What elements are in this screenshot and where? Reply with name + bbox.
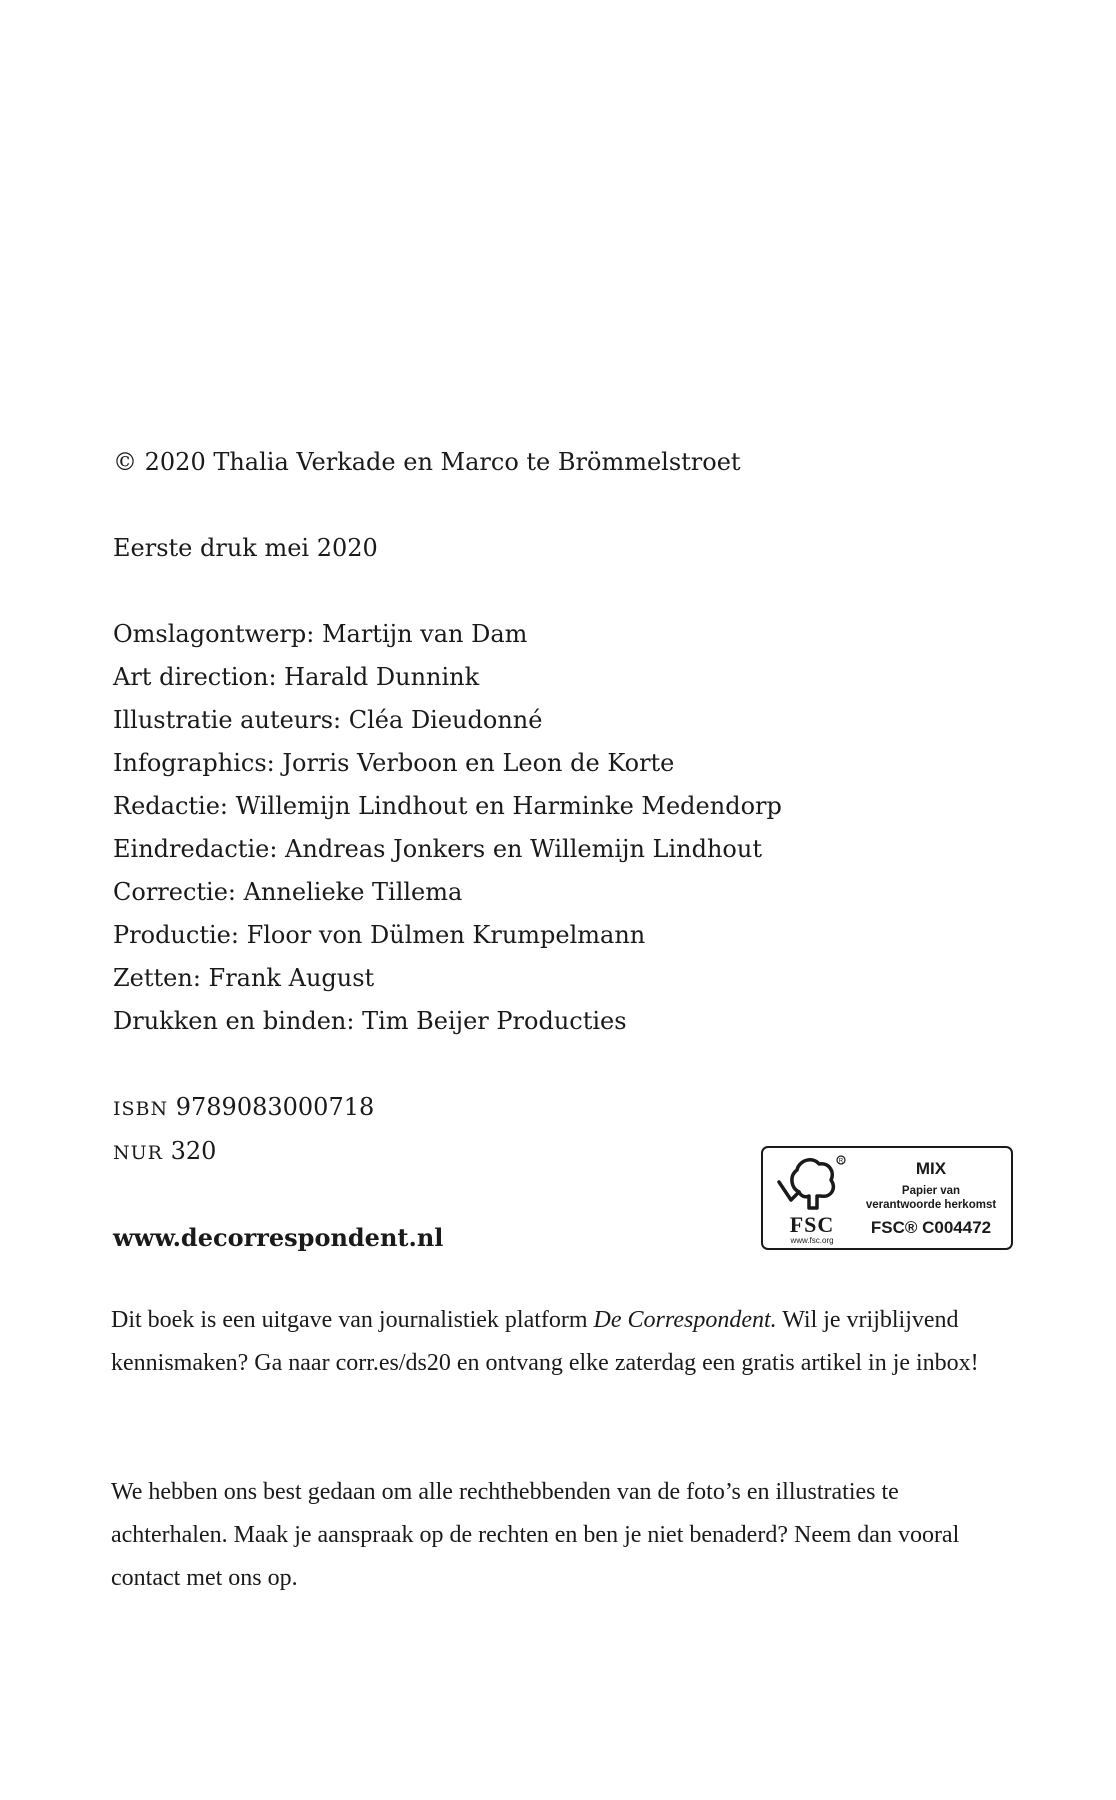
- fsc-tree-checkmark-icon: [771, 1152, 853, 1214]
- publisher-paragraph-after: Wil je vrijblijvend kennismaken? Ga naar corr.es/ds20 en ontvang elke zaterdag een gratis artikel in je inbox!: [111, 1307, 979, 1376]
- isbn-label: ISBN: [113, 1098, 169, 1120]
- svg-text:R: R: [838, 1158, 844, 1165]
- isbn-line: [113, 1092, 374, 1124]
- credit-editing: Redactie: Willemijn Lindhout en Harminke Medendorp: [113, 792, 782, 820]
- credit-final-editing: Eindredactie: Andreas Jonkers en Willemijn Lindhout: [113, 835, 762, 863]
- fsc-info: [855, 1154, 1007, 1238]
- credit-printing: Drukken en binden: Tim Beijer Producties: [113, 1007, 627, 1035]
- credit-typesetting: Zetten: Frank August: [113, 964, 375, 992]
- fsc-label: [761, 1146, 1013, 1250]
- publisher-paragraph: [111, 1299, 1021, 1385]
- fsc-code: FSC® C004472: [870, 1218, 992, 1237]
- publisher-name: De Correspondent.: [593, 1307, 777, 1333]
- isbn-value: 9789083000718: [175, 1093, 375, 1121]
- publisher-paragraph-before: Dit boek is een uitgave van journalistiek platform: [111, 1307, 594, 1333]
- edition-line: Eerste druk mei 2020: [113, 534, 378, 562]
- fsc-logo-url: www.fsc.org: [790, 1236, 834, 1245]
- credit-author-illustration: Illustratie auteurs: Cléa Dieudonné: [113, 706, 543, 734]
- fsc-subtitle: [855, 1184, 1007, 1212]
- fsc-logo-text: FSC: [789, 1212, 835, 1237]
- credit-cover-design: Omslagontwerp: Martijn van Dam: [113, 620, 528, 648]
- nur-line: [113, 1136, 216, 1168]
- credit-infographics: Infographics: Jorris Verboon en Leon de Korte: [113, 749, 675, 777]
- credit-art-direction: Art direction: Harald Dunnink: [113, 663, 480, 691]
- website-link[interactable]: www.decorrespondent.nl: [113, 1223, 444, 1252]
- fsc-logo: [771, 1152, 853, 1246]
- nur-label: NUR: [113, 1142, 163, 1164]
- rights-paragraph: We hebben ons best gedaan om alle rechthebbenden van de foto’s en illustraties te achterhalen. Maak je aanspraak op de rechten en ben je niet benaderd? Neem dan vooral contact met ons op.: [111, 1479, 960, 1591]
- fsc-mix: MIX: [915, 1159, 947, 1178]
- fsc-subtitle-line2: verantwoorde herkomst: [865, 1199, 997, 1211]
- fsc-subtitle-line1: Papier van: [901, 1185, 961, 1197]
- credit-proofreading: Correctie: Annelieke Tillema: [113, 878, 463, 906]
- nur-value: 320: [170, 1137, 217, 1165]
- credit-production: Productie: Floor von Dülmen Krumpelmann: [113, 921, 646, 949]
- copyright-line: © 2020 Thalia Verkade en Marco te Brömmelstroet: [113, 448, 741, 476]
